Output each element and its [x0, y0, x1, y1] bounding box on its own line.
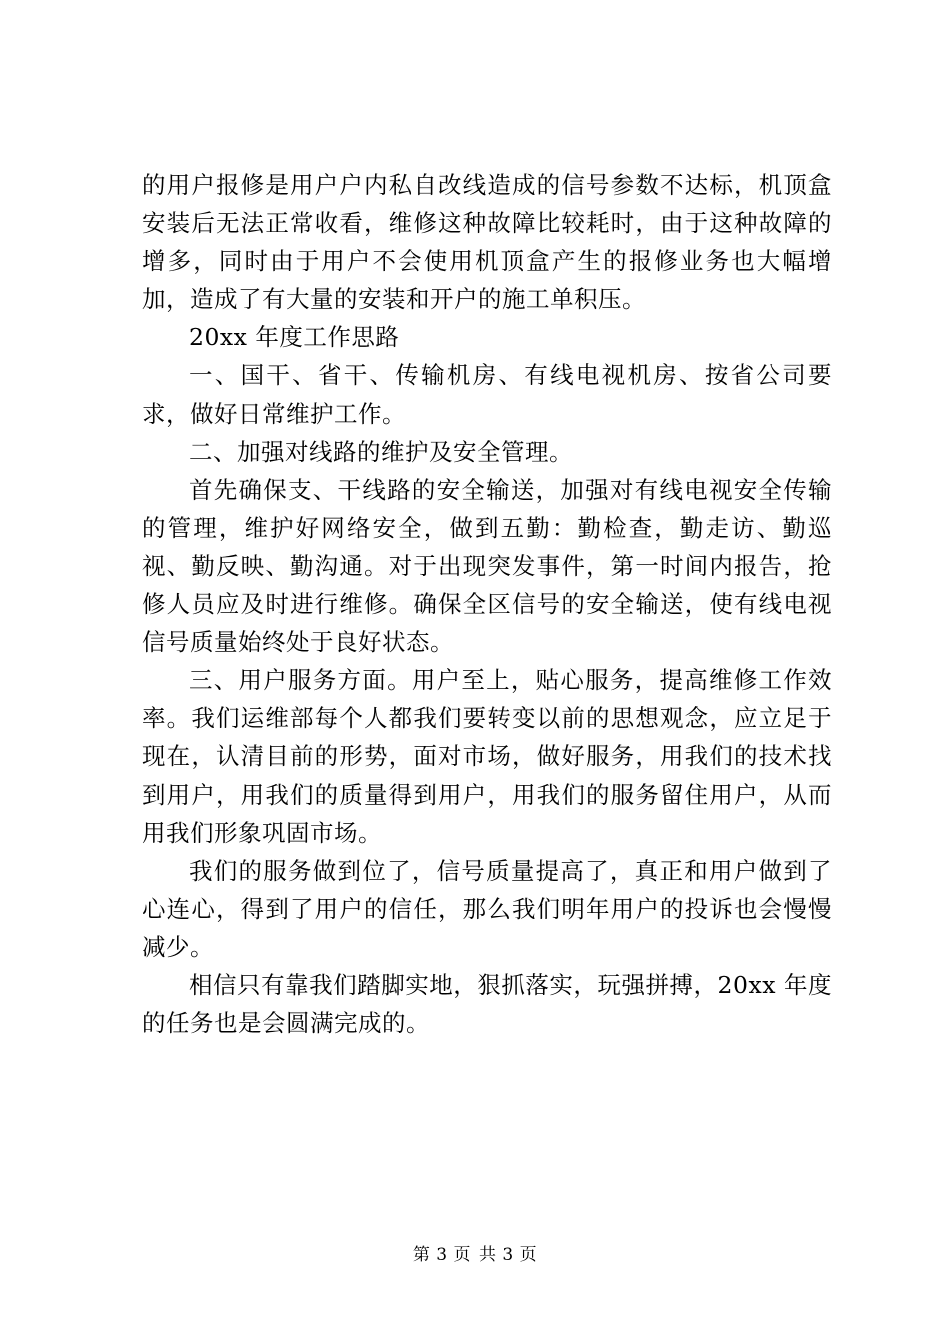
section-heading-work-plan: 20xx 年度工作思路: [189, 323, 400, 352]
paragraph-item-two: 二、加强对线路的维护及安全管理。: [189, 437, 573, 466]
paragraph-service-quality: 我们的服务做到位了，信号质量提高了，真正和用户做到了心连心，得到了用户的信任，那么我们明年用户的投诉也会慢慢减少。: [142, 856, 832, 961]
paragraph-item-one: 一、国干、省干、传输机房、有线电视机房、按省公司要求，做好日常维护工作。: [142, 361, 832, 428]
page-number: 第 3 页: [412, 1245, 471, 1265]
paragraph-conclusion: 相信只有靠我们踏脚实地，狠抓落实，玩强拼搏，20xx 年度的任务也是会圆满完成的。: [142, 970, 832, 1038]
page-footer: [0, 1244, 950, 1266]
page-total: 共 3 页: [479, 1245, 538, 1265]
paragraph-item-three: 三、用户服务方面。用户至上，贴心服务，提高维修工作效率。我们运维部每个人都我们要转变以前的思想观念，应立足于现在，认清目前的形势，面对市场，做好服务，用我们的技术找到用户，用我们的质量得到用户，用我们的服务留住用户，从而用我们形象巩固市场。: [142, 666, 832, 847]
document-body: [142, 166, 832, 1042]
paragraph-continuation: 的用户报修是用户户内私自改线造成的信号参数不达标，机顶盒安装后无法正常收看，维修这种故障比较耗时，由于这种故障的增多，同时由于用户不会使用机顶盒产生的报修业务也大幅增加，造成了有大量的安装和开户的施工单积压。: [142, 171, 832, 314]
paragraph-line-safety: 首先确保支、干线路的安全输送，加强对有线电视安全传输的管理，维护好网络安全，做到五勤：勤检查，勤走访、勤巡视、勤反映、勤沟通。对于出现突发事件，第一时间内报告，抢修人员应及时进行维修。确保全区信号的安全输送，使有线电视信号质量始终处于良好状态。: [142, 475, 832, 657]
